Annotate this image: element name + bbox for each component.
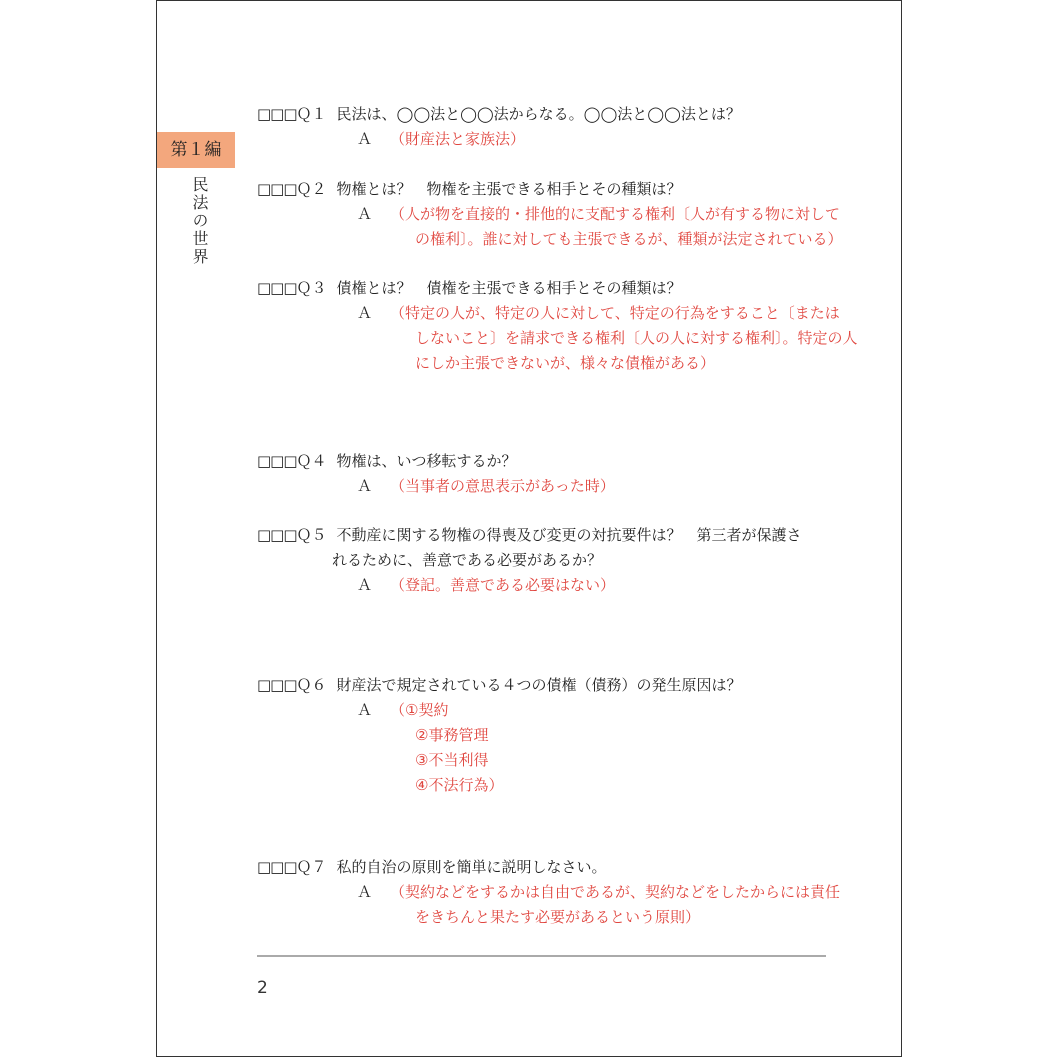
chapter-title: 民法の世界	[190, 176, 209, 266]
question-number: Ｑ６	[296, 676, 327, 694]
checkboxes[interactable]: □□□	[257, 526, 297, 544]
answer-text: （人が物を直接的・排他的に支配する権利〔人が有する物に対して	[390, 205, 841, 223]
checkboxes[interactable]: □□□	[257, 452, 297, 470]
answer-text: ③不当利得	[415, 751, 489, 769]
question-text: 物権は、いつ移転するか？	[336, 452, 517, 470]
footer-divider	[257, 955, 826, 957]
qa-item-1	[257, 102, 837, 152]
answer-text: （登記。善意である必要はない）	[390, 576, 616, 594]
question-text: 債権とは？ 債権を主張できる相手とその種類は？	[336, 279, 682, 297]
checkboxes[interactable]: □□□	[257, 858, 297, 876]
answer	[257, 698, 837, 798]
qa-item-2	[257, 177, 843, 252]
answer	[257, 202, 843, 252]
question-text: 不動産に関する物権の得喪及び変更の対抗要件は？ 第三者が保護さ	[336, 526, 802, 544]
checkboxes[interactable]: □□□	[257, 105, 297, 123]
answer	[257, 127, 837, 152]
answer-letter: Ａ	[357, 130, 373, 148]
qa-item-7	[257, 855, 841, 930]
question-text: 民法は、◯◯法と◯◯法からなる。◯◯法と◯◯法とは？	[336, 105, 741, 123]
checkboxes[interactable]: □□□	[257, 676, 297, 694]
answer	[257, 573, 837, 598]
answer-letter: Ａ	[357, 304, 373, 322]
question-text: 財産法で規定されている４つの債権（債務）の発生原因は？	[336, 676, 742, 694]
answer-text: ④不法行為）	[415, 776, 504, 794]
answer	[257, 880, 841, 930]
answer-text: （①契約	[390, 701, 449, 719]
question-number: Ｑ２	[296, 180, 327, 198]
checkboxes[interactable]: □□□	[257, 279, 297, 297]
answer	[257, 474, 837, 499]
qa-item-4	[257, 449, 837, 499]
answer-text: （財産法と家族法）	[390, 130, 526, 148]
checkboxes[interactable]: □□□	[257, 180, 297, 198]
answer-text: をきちんと果たす必要があるという原則）	[415, 908, 701, 926]
answer-letter: Ａ	[357, 477, 373, 495]
question-number: Ｑ３	[296, 279, 327, 297]
page-number: 2	[257, 978, 268, 998]
qa-item-5	[257, 523, 837, 598]
answer-text: にしか主張できないが、様々な債権がある）	[415, 354, 716, 372]
qa-item-6	[257, 673, 837, 798]
question-number: Ｑ５	[296, 526, 327, 544]
chapter-tab: 第１編	[157, 132, 235, 168]
answer	[257, 301, 858, 376]
answer-text: ②事務管理	[415, 726, 489, 744]
question-text: 私的自治の原則を簡単に説明しなさい。	[336, 858, 607, 876]
question-number: Ｑ４	[296, 452, 327, 470]
question-number: Ｑ７	[296, 858, 327, 876]
answer-letter: Ａ	[357, 205, 373, 223]
question-text-continued: れるために、善意である必要があるか？	[332, 551, 603, 569]
answer-letter: Ａ	[357, 883, 373, 901]
question-number: Ｑ１	[296, 105, 327, 123]
answer-letter: Ａ	[357, 701, 373, 719]
question-text: 物権とは？ 物権を主張できる相手とその種類は？	[336, 180, 682, 198]
qa-item-3	[257, 276, 858, 376]
answer-letter: Ａ	[357, 576, 373, 594]
answer-text: （特定の人が、特定の人に対して、特定の行為をすること〔または	[390, 304, 840, 322]
answer-text: の権利〕。誰に対しても主張できるが、種類が法定されている）	[415, 230, 843, 248]
answer-text: しないこと〕を請求できる権利〔人の人に対する権利〕。特定の人	[415, 329, 858, 347]
answer-text: （当事者の意思表示があった時）	[390, 477, 615, 495]
answer-text: （契約などをするかは自由であるが、契約などをしたからには責任	[390, 883, 841, 901]
